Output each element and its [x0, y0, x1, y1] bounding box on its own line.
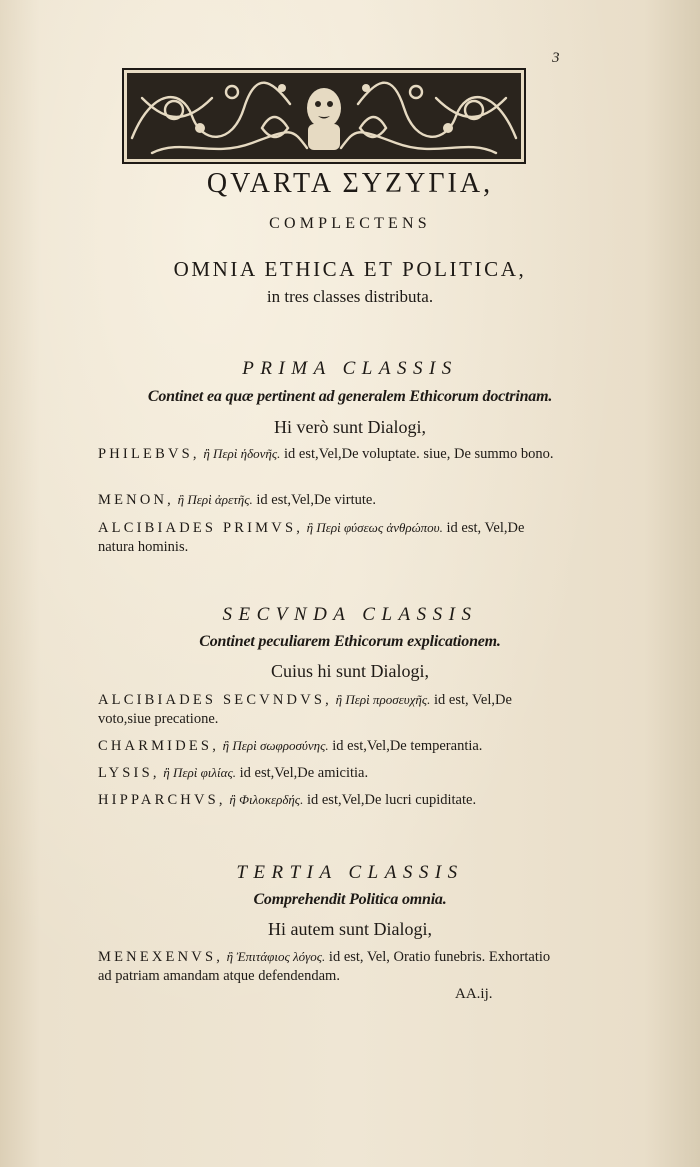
latin-title: id est,Vel,De temperantia. — [332, 738, 483, 754]
greek-title: ἢ Περὶ φύσεως ἀνθρώπου. — [306, 520, 443, 535]
greek-title: ἢ Περὶ ἀρετῆς. — [177, 492, 253, 507]
dialogue-name: PHILEBVS, — [98, 446, 200, 462]
class-2-intro: Cuius hi sunt Dialogi, — [270, 661, 429, 681]
woodcut-ornament-headpiece — [122, 68, 526, 164]
greek-title: ἢ Περὶ σωφροσύνης. — [222, 738, 329, 753]
latin-title: id est,Vel,De lucri cupiditate. — [306, 792, 477, 808]
greek-title: ἢ Περὶ ἡδονῆς. — [203, 446, 281, 461]
class-1-intro: Hi verò sunt Dialogi, — [274, 417, 426, 437]
class-1-heading: PRIMA CLASSIS — [242, 358, 458, 379]
latin-title: id est,Vel,De voluptate. siue, De summo bono. — [284, 446, 554, 462]
greek-title: ἢ Περὶ προσευχῆς. — [335, 692, 431, 707]
dialogue-name: CHARMIDES, — [98, 738, 220, 754]
latin-title: id est,Vel,De amicitia. — [239, 765, 369, 781]
dialogue-entry — [98, 736, 560, 756]
dialogue-name: ALCIBIADES PRIMVS, — [98, 520, 304, 536]
latin-title: id est, Vel, Oratio funebris. Exhortatio ad patriam amandam atque defendendam. — [98, 949, 551, 984]
distribution-line: in tres classes distributa. — [266, 287, 434, 306]
greek-title: ἢ Ἐπιτάφιος λόγος. — [226, 949, 326, 964]
class-2-description: Continet peculiarem Ethicorum explicationem. — [199, 633, 501, 650]
signature-mark: AA.ij. — [455, 986, 493, 1002]
dialogue-name: HIPPARCHVS, — [98, 792, 226, 808]
dialogue-entry — [98, 490, 560, 510]
dialogue-entry — [98, 790, 560, 810]
dialogue-name: ALCIBIADES SECVNDVS, — [98, 692, 332, 708]
dialogue-name: LYSIS, — [98, 765, 160, 781]
latin-title: id est, Vel,De natura hominis. — [98, 520, 525, 555]
greek-title: ἢ Περὶ φιλίας. — [163, 765, 237, 780]
dialogue-name: MENEXENVS, — [98, 949, 224, 965]
class-2-heading: SECVNDA CLASSIS — [222, 604, 478, 625]
class-3-heading: TERTIA CLASSIS — [236, 862, 464, 883]
page-title: QVARTA ΣΥΖΥΓΙΑ, — [206, 168, 494, 199]
dialogue-name: MENON, — [98, 492, 174, 508]
dialogue-entry — [98, 518, 560, 557]
dialogue-entry — [98, 947, 560, 986]
main-heading: OMNIA ETHICA ET POLITICA, — [173, 257, 527, 281]
class-1-description: Continet ea quæ pertinent ad generalem Ethicorum doctrinam. — [147, 388, 553, 405]
latin-title: id est,Vel,De virtute. — [256, 492, 376, 508]
latin-title: id est, Vel,De voto,siue precatione. — [98, 692, 512, 727]
dialogue-entry — [98, 690, 560, 729]
class-3-intro: Hi autem sunt Dialogi, — [268, 919, 432, 939]
dialogue-entry — [98, 444, 560, 464]
greek-title: ἢ Φιλοκερδής. — [229, 792, 304, 807]
class-3-description: Comprehendit Politica omnia. — [253, 891, 447, 908]
page-number: 3 — [552, 50, 560, 66]
subtitle: COMPLECTENS — [269, 215, 431, 232]
dialogue-entry — [98, 763, 560, 783]
